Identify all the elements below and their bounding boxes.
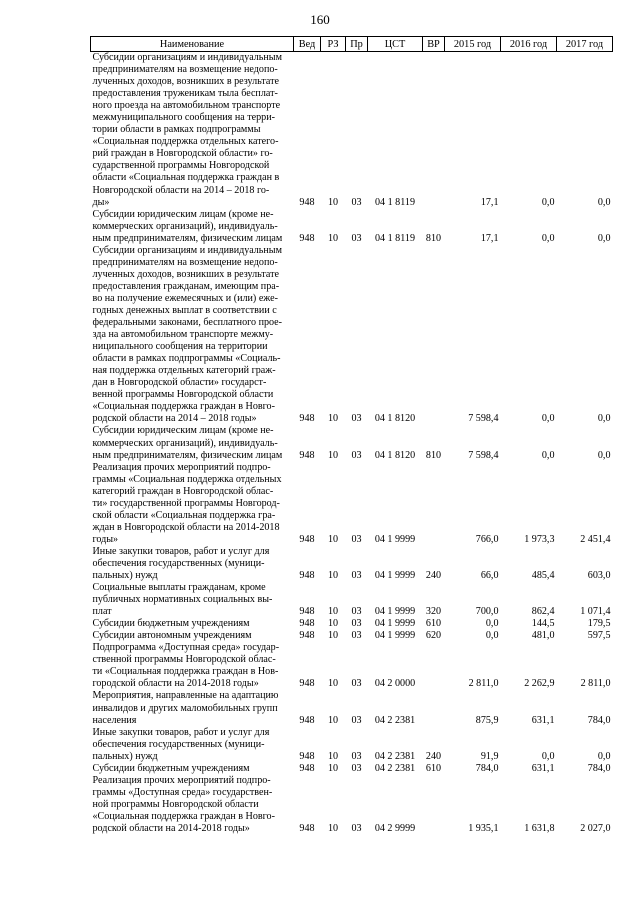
- header-2016: 2016 год: [501, 37, 557, 52]
- row-2016: 631,1: [531, 762, 555, 774]
- row-name: Иные закупки товаров, работ и услуг для обеспечения государственных (муници- пальных) нужд: [92, 726, 270, 762]
- row-2016: 1 973,3: [524, 533, 555, 545]
- table-row: [91, 763, 613, 775]
- table-row: [91, 546, 613, 582]
- row-2017: 2 027,0: [580, 823, 611, 834]
- header-rz: РЗ: [321, 37, 346, 52]
- row-2015: 7 598,4: [468, 449, 499, 461]
- table-row: [91, 245, 613, 426]
- row-pr: 03: [351, 533, 362, 545]
- row-pr: 03: [351, 762, 362, 774]
- row-cst: 04 1 9999: [374, 570, 416, 582]
- row-ved: 948: [299, 714, 315, 726]
- row-2016: 0,0: [541, 232, 555, 244]
- row-vr: 240: [425, 750, 442, 762]
- row-pr: 03: [351, 750, 362, 762]
- table-row: [91, 52, 613, 209]
- row-name: Субсидии юридическим лицам (кроме не- коммерческих организаций), индивидуаль- ным предпринимателям, физическим лицам: [92, 425, 283, 461]
- row-name: Субсидии организациям и индивидуальным предпринимателям на возмещение недопо- лученных доходов, возникших в результате предоставления гражданам, имеющим пра- во на получение ежемесячных и (или) еже- годных денежных выплат в соответствии с федеральными законами, бесплатного прое- зда на автомобильном транспорте межму- ниципального сообщения на территории области в рамках подпрограммы «Социаль- ная поддержка отдельных категорий граж- дан в Новгородской области» государст- венной программы Новгородской области «Социальная поддержка граждан в Новго- родской области на 2014 – 2018 годы»: [92, 244, 283, 425]
- row-2017: 0,0: [597, 413, 611, 425]
- row-rz: 10: [327, 618, 339, 630]
- row-name: Субсидии бюджетным учреждениям: [92, 762, 250, 774]
- row-pr: 03: [351, 678, 362, 690]
- row-2015: 0,0: [485, 618, 499, 630]
- row-2017: 0,0: [597, 196, 611, 208]
- header-ved: Вед: [294, 37, 321, 52]
- row-name: Подпрограмма «Доступная среда» государ- ственной программы Новгородской облас- ти «Социальная поддержка граждан в Нов- городской области на 2014-2018 годы»: [92, 642, 280, 690]
- row-2016: 1 631,8: [524, 823, 555, 834]
- row-2016: 862,4: [531, 606, 555, 618]
- row-pr: 03: [351, 449, 362, 461]
- row-2017: 2 451,4: [580, 533, 611, 545]
- row-2015: 17,1: [480, 196, 499, 208]
- row-vr: 810: [425, 449, 442, 461]
- row-2016: 2 262,9: [524, 678, 555, 690]
- table-row: [91, 775, 613, 835]
- row-pr: 03: [351, 413, 362, 425]
- row-cst: 04 1 8119: [374, 196, 415, 208]
- row-2015: 66,0: [480, 570, 499, 582]
- row-rz: 10: [327, 823, 339, 834]
- row-ved: 948: [299, 750, 315, 762]
- row-rz: 10: [327, 714, 339, 726]
- row-cst: 04 1 9999: [374, 630, 416, 642]
- row-ved: 948: [299, 630, 315, 642]
- row-2017: 0,0: [597, 449, 611, 461]
- row-cst: 04 2 0000: [374, 678, 416, 690]
- row-vr: [423, 245, 445, 426]
- table-row: [91, 582, 613, 618]
- table-row: [91, 425, 613, 461]
- row-2015: 700,0: [475, 606, 499, 618]
- header-row: [91, 37, 613, 52]
- header-2015: 2015 год: [445, 37, 501, 52]
- row-vr: [423, 690, 445, 726]
- row-rz: 10: [327, 533, 339, 545]
- row-ved: 948: [299, 232, 315, 244]
- row-vr: [423, 52, 445, 209]
- table-row: [91, 642, 613, 690]
- row-ved: 948: [299, 618, 315, 630]
- row-2017: 784,0: [587, 762, 611, 774]
- table-row: [91, 727, 613, 763]
- table-header: [91, 37, 613, 52]
- row-rz: 10: [327, 449, 339, 461]
- header-vr: ВР: [423, 37, 445, 52]
- row-pr: 03: [351, 196, 362, 208]
- row-2015: 91,9: [480, 750, 499, 762]
- row-rz: 10: [327, 762, 339, 774]
- row-2017: 1 071,4: [580, 606, 611, 618]
- row-vr: 610: [425, 618, 442, 630]
- row-2017: 784,0: [587, 714, 611, 726]
- budget-table: [90, 36, 613, 835]
- table-row: [91, 209, 613, 245]
- row-pr: 03: [351, 570, 362, 582]
- row-2015: 0,0: [485, 630, 499, 642]
- row-2015: 7 598,4: [468, 413, 499, 425]
- row-pr: 03: [351, 606, 362, 618]
- row-2017: 597,5: [587, 630, 611, 642]
- row-2017: 179,5: [587, 618, 611, 630]
- row-cst: 04 2 2381: [374, 714, 416, 726]
- row-name: Субсидии юридическим лицам (кроме не- коммерческих организаций), индивидуаль- ным предпринимателям, физическим лицам: [92, 208, 283, 244]
- table-row: [91, 630, 613, 642]
- row-vr: 610: [425, 762, 442, 774]
- header-2017: 2017 год: [557, 37, 613, 52]
- row-vr: [423, 775, 445, 835]
- row-2017: 0,0: [597, 750, 611, 762]
- row-rz: 10: [327, 750, 339, 762]
- row-pr: 03: [351, 232, 362, 244]
- row-cst: 04 2 9999: [374, 823, 416, 834]
- table-row: [91, 618, 613, 630]
- row-ved: 948: [299, 413, 315, 425]
- row-2015: 766,0: [475, 533, 499, 545]
- row-2015: 17,1: [480, 232, 499, 244]
- row-name: Реализация прочих мероприятий подпро- граммы «Доступная среда» государствен- ной программы Новгородской области «Социальная поддержка граждан в Новго- родской области на 2014-2018 годы»: [92, 774, 275, 834]
- row-ved: 948: [299, 678, 315, 690]
- row-pr: 03: [351, 823, 362, 834]
- row-ved: 948: [299, 533, 315, 545]
- row-pr: 03: [351, 714, 362, 726]
- table-row: [91, 462, 613, 546]
- row-cst: 04 2 2381: [374, 762, 416, 774]
- row-rz: 10: [327, 630, 339, 642]
- row-2015: 2 811,0: [468, 678, 499, 690]
- page-number: 160: [310, 12, 330, 27]
- row-ved: 948: [299, 196, 315, 208]
- row-cst: 04 1 9999: [374, 533, 416, 545]
- row-pr: 03: [351, 618, 362, 630]
- row-name: Субсидии автономным учреждениям: [92, 630, 252, 642]
- row-name: Реализация прочих мероприятий подпро- граммы «Социальная поддержка отдельных категорий граждан в Новгородской облас- ти» государственной программы Новгород- ской области «Социальная поддержка гра- ждан в Новгородской области на 2014-2018 годы»: [92, 461, 282, 545]
- row-vr: [423, 462, 445, 546]
- row-ved: 948: [299, 449, 315, 461]
- row-vr: [423, 642, 445, 690]
- row-2016: 0,0: [541, 196, 555, 208]
- row-pr: 03: [351, 630, 362, 642]
- row-2017: 2 811,0: [580, 678, 611, 690]
- row-name: Социальные выплаты гражданам, кроме публичных нормативных социальных вы- плат: [92, 582, 273, 618]
- header-cst: ЦСТ: [368, 37, 423, 52]
- row-vr: 320: [425, 606, 442, 618]
- row-ved: 948: [299, 606, 315, 618]
- row-2015: 784,0: [475, 762, 499, 774]
- row-2016: 481,0: [531, 630, 555, 642]
- row-cst: 04 1 9999: [374, 606, 416, 618]
- row-2015: 875,9: [475, 714, 499, 726]
- row-rz: 10: [327, 678, 339, 690]
- row-name: Иные закупки товаров, работ и услуг для обеспечения государственных (муници- пальных) нужд: [92, 545, 270, 582]
- row-2016: 0,0: [541, 413, 555, 425]
- row-2016: 144,5: [531, 618, 555, 630]
- row-vr: 240: [425, 570, 442, 582]
- row-rz: 10: [327, 606, 339, 618]
- row-2017: 0,0: [597, 232, 611, 244]
- table-body: [91, 52, 613, 836]
- row-rz: 10: [327, 232, 339, 244]
- row-ved: 948: [299, 823, 315, 834]
- row-rz: 10: [327, 196, 339, 208]
- row-name: Мероприятия, направленные на адаптацию инвалидов и других маломобильных групп населения: [92, 690, 279, 726]
- row-name: Субсидии бюджетным учреждениям: [92, 618, 250, 630]
- table-row: [91, 690, 613, 726]
- row-2016: 485,4: [531, 570, 555, 582]
- row-name: Субсидии организациям и индивидуальным предпринимателям на возмещение недопо- лученных доходов, возникших в результате предоставления труженикам тыла бесплат- ного проезда на автомобильном транспорте межмуниципального сообщения на терри- тории области в рамках подпрограммы «Социальная поддержка отдельных катего- рий граждан в Новгородской области» го- сударственной программы Новгородской области «Социальная поддержка граждан в Новгородской области на 2014 – 2018 го- ды»: [92, 52, 282, 208]
- row-rz: 10: [327, 413, 339, 425]
- row-cst: 04 2 2381: [374, 750, 416, 762]
- row-ved: 948: [299, 570, 315, 582]
- row-cst: 04 1 9999: [374, 618, 416, 630]
- row-ved: 948: [299, 762, 315, 774]
- header-name: Наименование: [91, 37, 294, 52]
- row-2016: 0,0: [541, 449, 555, 461]
- header-pr: Пр: [346, 37, 368, 52]
- row-cst: 04 1 8119: [374, 232, 415, 244]
- row-2015: 1 935,1: [468, 823, 499, 834]
- row-cst: 04 1 8120: [374, 413, 416, 425]
- row-2016: 0,0: [541, 750, 555, 762]
- row-2016: 631,1: [531, 714, 555, 726]
- row-vr: 810: [425, 232, 442, 244]
- row-vr: 620: [425, 630, 442, 642]
- row-rz: 10: [327, 570, 339, 582]
- row-cst: 04 1 8120: [374, 449, 416, 461]
- row-2017: 603,0: [587, 570, 611, 582]
